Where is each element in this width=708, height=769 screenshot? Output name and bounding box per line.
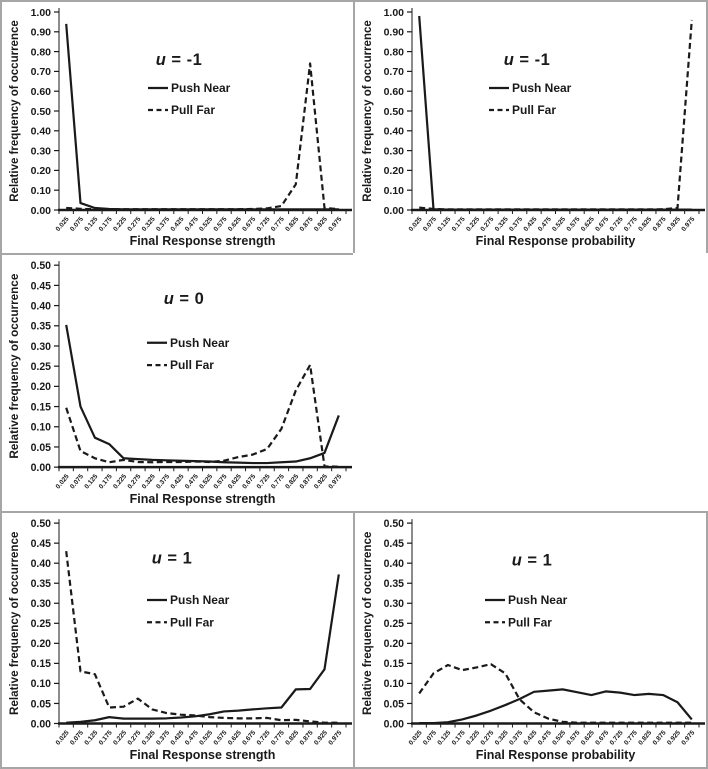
y-tick-label: 0.25 [30,360,51,374]
y-tick-label: 0.80 [383,46,404,59]
x-tick-label: 0.175 [97,473,114,491]
x-tick-label: 0.875 [651,215,668,233]
y-axis-title: Relative frequency of occurrence [9,531,21,715]
x-tick-label: 0.125 [83,729,100,747]
x-tick-label: 0.325 [140,473,157,491]
y-tick-label: 0.05 [30,441,51,454]
y-tick-label: 0.70 [383,66,404,79]
y-tick-label: 0.20 [30,638,51,651]
x-tick-label: 0.475 [183,215,200,233]
x-tick-label: 0.625 [226,215,243,233]
x-tick-label: 0.975 [680,215,697,233]
x-tick-label: 0.075 [69,473,86,491]
x-tick-label: 0.225 [112,473,129,491]
y-tick-label: 0.15 [383,658,404,671]
x-tick-label: 0.025 [407,729,424,747]
x-tick-label: 0.675 [241,729,258,747]
y-tick-label: 0.05 [30,698,51,711]
y-tick-label: 0.40 [30,300,51,313]
y-tick-label: 0.00 [30,718,51,731]
y-tick-label: 0.05 [383,698,404,711]
y-tick-label: 0.10 [30,185,51,197]
x-tick-label: 0.475 [536,729,553,747]
x-tick-label: 0.075 [69,729,86,747]
x-tick-label: 0.425 [169,215,186,233]
y-tick-label: 0.50 [30,517,51,530]
x-tick-label: 0.475 [183,473,200,491]
x-tick-label: 0.025 [54,729,71,747]
x-tick-label: 0.175 [450,729,467,747]
chart-canvas-u-1-final-response-strength [2,513,353,767]
y-tick-label: 0.30 [383,145,404,158]
empty-cell [353,253,708,513]
x-axis-title: Final Response strength [129,234,276,248]
x-tick-label: 0.225 [465,729,482,747]
x-tick-label: 0.525 [198,215,215,233]
y-tick-label: 0.10 [30,678,51,691]
y-axis-title: Relative frequency of occurrence [9,20,21,202]
series-line-pull-far [66,365,339,467]
x-tick-label: 0.125 [436,729,453,747]
x-tick-label: 0.275 [126,473,143,491]
x-tick-label: 0.825 [284,473,301,491]
chart-title: u = 1 [151,548,193,568]
y-axis-title: Relative frequency of occurrence [362,20,374,202]
y-tick-label: 0.40 [383,125,404,138]
x-tick-label: 0.325 [140,729,157,747]
y-tick-label: 0.40 [383,557,404,571]
x-tick-label: 0.425 [169,473,186,491]
y-tick-label: 0.90 [30,26,51,39]
y-tick-label: 0.45 [383,537,404,551]
y-tick-label: 0.45 [30,280,51,293]
legend-label-push-near: Push Near [170,335,230,350]
legend-label-pull-far: Pull Far [169,615,214,630]
x-tick-label: 0.225 [465,215,482,233]
x-tick-label: 0.125 [83,215,100,233]
y-tick-label: 0.50 [30,105,51,118]
chart-cell-u-neg1-strength [0,0,355,255]
x-tick-label: 0.175 [97,215,114,233]
x-tick-label: 0.875 [651,729,668,747]
legend-label-pull-far: Pull Far [170,358,214,373]
y-tick-label: 0.20 [30,381,51,394]
x-tick-label: 0.975 [327,473,344,491]
y-tick-label: 0.70 [30,66,51,79]
x-tick-label: 0.375 [508,215,525,233]
y-tick-label: 0.15 [30,658,51,671]
chart-title: u = 0 [163,288,205,308]
legend-label-pull-far: Pull Far [512,103,557,117]
x-tick-label: 0.775 [623,729,639,747]
y-tick-label: 0.35 [30,320,51,333]
x-tick-label: 0.825 [284,729,301,747]
x-tick-label: 0.525 [198,473,215,491]
y-tick-label: 0.30 [383,598,404,611]
x-tick-label: 0.725 [608,215,625,233]
chart-cell-u-1-probability [353,511,708,769]
chart-canvas-u-1-final-response-probability [355,513,706,767]
x-tick-label: 0.025 [54,473,71,491]
y-tick-label: 0.35 [383,578,404,591]
y-tick-label: 0.00 [383,718,404,731]
y-tick-label: 0.50 [383,517,404,530]
legend-label-push-near: Push Near [508,593,568,608]
y-axis-title: Relative frequency of occurrence [362,531,374,715]
x-tick-label: 0.625 [226,729,243,747]
x-tick-label: 0.775 [269,215,286,233]
y-tick-label: 0.00 [30,461,51,475]
x-tick-label: 0.025 [407,215,424,233]
x-tick-label: 0.675 [241,473,258,491]
chart-cell-u-0-strength [0,253,355,513]
x-tick-label: 0.425 [522,729,539,747]
x-tick-label: 0.825 [284,215,301,233]
x-tick-label: 0.375 [155,473,172,491]
chart-canvas-u-1-final-response-strength [2,2,353,253]
x-tick-label: 0.275 [479,729,496,747]
legend-label-pull-far: Pull Far [508,615,552,630]
x-tick-label: 0.825 [637,215,654,233]
chart-cell-u-1-strength [0,511,355,769]
x-tick-label: 0.625 [226,473,243,491]
x-tick-label: 0.575 [212,215,229,233]
legend-label-push-near: Push Near [171,81,231,95]
chart-cell-u-neg1-probability [353,0,708,255]
x-tick-label: 0.875 [298,729,315,747]
x-tick-label: 0.075 [422,729,439,747]
x-tick-label: 0.725 [608,729,625,747]
y-tick-label: 0.50 [30,259,51,273]
y-tick-label: 0.20 [383,165,404,178]
y-tick-label: 0.40 [30,125,51,138]
legend-label-pull-far: Pull Far [171,103,216,117]
x-tick-label: 0.875 [298,473,315,491]
y-tick-label: 0.30 [30,340,51,353]
y-tick-label: 0.40 [30,557,51,571]
x-tick-label: 0.325 [493,729,510,747]
y-tick-label: 0.00 [383,204,404,217]
x-tick-label: 0.725 [255,215,272,233]
x-tick-label: 0.825 [637,729,654,747]
y-tick-label: 0.30 [30,598,51,611]
series-line-pull-far [66,548,339,723]
y-tick-label: 0.35 [30,578,51,591]
y-tick-label: 0.60 [383,86,404,98]
y-tick-label: 0.60 [30,86,51,98]
x-tick-label: 0.525 [551,215,568,233]
y-tick-label: 0.25 [383,618,404,631]
x-tick-label: 0.425 [522,215,539,233]
x-tick-label: 0.175 [450,215,467,233]
y-tick-label: 0.25 [30,618,51,631]
x-tick-label: 0.925 [313,215,330,233]
x-tick-label: 0.325 [140,215,157,233]
x-axis-title: Final Response strength [129,491,276,506]
x-tick-label: 0.975 [327,729,344,747]
legend-label-push-near: Push Near [169,593,230,608]
y-tick-label: 0.20 [383,638,404,651]
x-tick-label: 0.675 [594,215,611,233]
x-axis-title: Final Response probability [475,234,636,248]
x-tick-label: 0.575 [212,729,229,747]
y-tick-label: 0.90 [383,26,404,39]
x-tick-label: 0.025 [54,215,71,233]
x-tick-label: 0.225 [112,215,129,233]
y-tick-label: 1.00 [383,6,404,19]
x-axis-title: Final Response strength [129,747,276,762]
legend-label-push-near: Push Near [512,81,572,95]
x-tick-label: 0.375 [155,729,172,747]
x-tick-label: 0.275 [126,215,143,233]
x-tick-label: 0.075 [422,215,439,233]
x-tick-label: 0.375 [508,729,525,747]
x-tick-label: 0.925 [666,729,682,747]
x-tick-label: 0.575 [212,473,229,491]
x-tick-label: 0.925 [313,473,329,491]
x-tick-label: 0.125 [436,215,453,233]
y-tick-label: 0.15 [30,401,51,414]
x-tick-label: 0.375 [155,215,172,233]
x-tick-label: 0.575 [565,729,582,747]
chart-title: u = 1 [511,550,553,570]
x-tick-label: 0.075 [69,215,86,233]
x-tick-label: 0.775 [270,729,286,747]
x-tick-label: 0.525 [551,729,568,747]
x-tick-label: 0.275 [479,215,496,233]
y-tick-label: 0.00 [30,204,51,217]
x-tick-label: 0.575 [565,215,582,233]
y-tick-label: 0.30 [30,145,51,158]
x-tick-label: 0.625 [579,729,596,747]
x-tick-label: 0.675 [241,215,258,233]
y-tick-label: 0.10 [383,678,404,691]
y-tick-label: 0.10 [30,421,51,434]
y-axis-title: Relative frequency of occurrence [8,273,21,459]
y-tick-label: 0.45 [30,537,51,551]
series-line-push-near [419,689,692,723]
x-tick-label: 0.725 [255,729,272,747]
x-tick-label: 0.475 [183,729,200,747]
x-tick-label: 0.925 [313,729,329,747]
y-tick-label: 0.50 [383,105,404,118]
y-tick-label: 0.20 [30,165,51,178]
x-tick-label: 0.325 [493,215,510,233]
chart-canvas-u-0-final-response-strength [2,255,353,511]
x-tick-label: 0.125 [83,473,100,491]
chart-title: u = -1 [503,51,551,69]
y-tick-label: 0.10 [383,185,404,197]
x-tick-label: 0.975 [680,729,697,747]
x-tick-label: 0.275 [126,729,143,747]
x-tick-label: 0.225 [112,729,129,747]
x-tick-label: 0.425 [169,729,186,747]
x-tick-label: 0.875 [298,215,315,233]
x-tick-label: 0.775 [622,215,639,233]
y-tick-label: 0.80 [30,46,51,59]
x-tick-label: 0.475 [536,215,553,233]
x-tick-label: 0.975 [327,215,344,233]
x-axis-title: Final Response probability [475,747,636,762]
x-tick-label: 0.775 [270,473,286,491]
x-tick-label: 0.525 [198,729,215,747]
chart-title: u = -1 [155,51,203,69]
y-tick-label: 1.00 [30,6,51,19]
x-tick-label: 0.675 [594,729,611,747]
x-tick-label: 0.925 [666,215,683,233]
chart-canvas-u-1-final-response-probability [355,2,706,253]
x-tick-label: 0.175 [97,729,114,747]
x-tick-label: 0.625 [579,215,596,233]
x-tick-label: 0.725 [255,473,272,491]
